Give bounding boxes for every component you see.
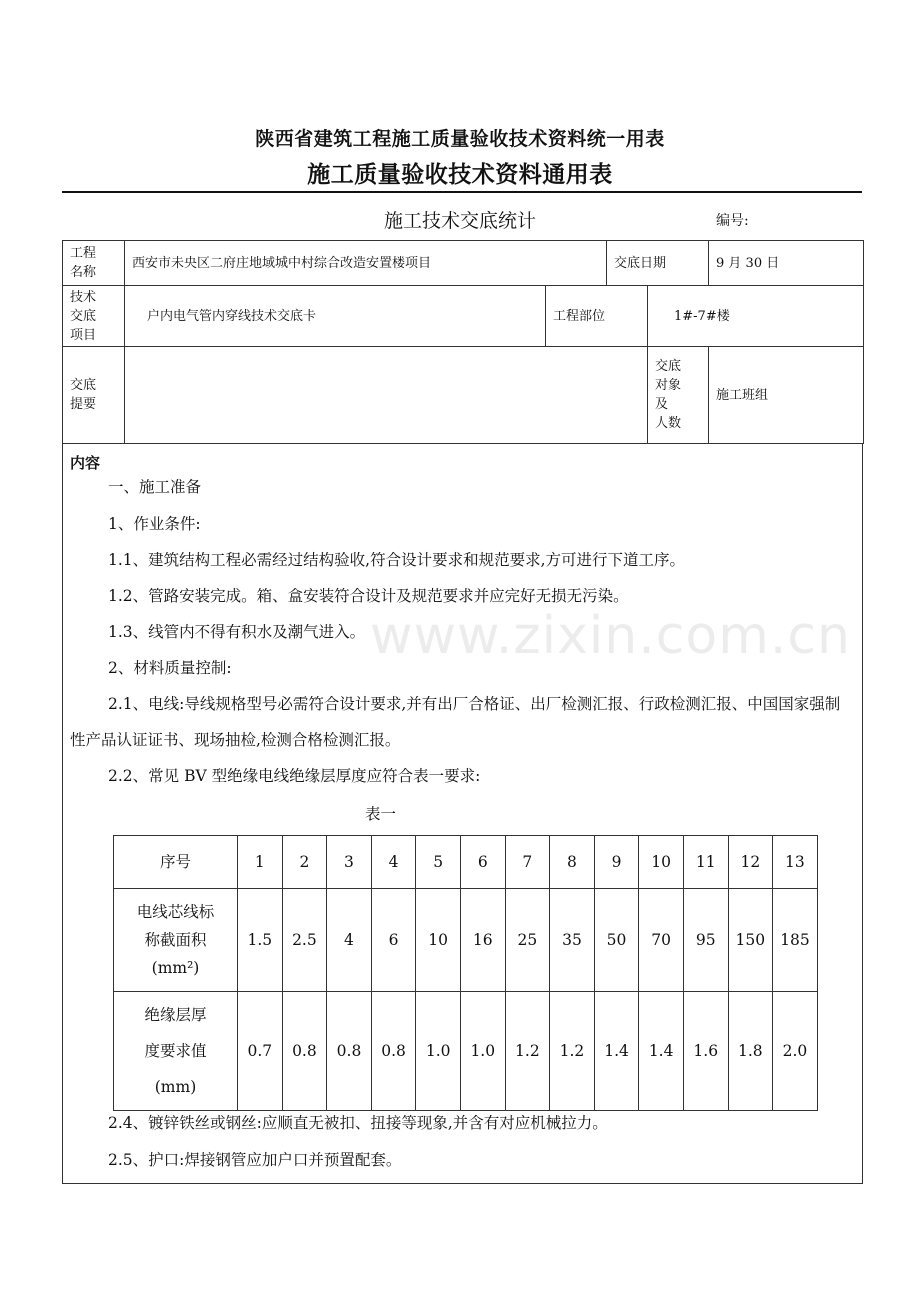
table-caption: 表一 [365, 805, 397, 823]
content-para-2: 1、作业条件: [108, 515, 201, 533]
thickness-cell: 1.8 [728, 992, 773, 1111]
watermark: www.zixin.com.cn [370, 606, 851, 666]
table-row-area [114, 889, 818, 992]
content-title: 内容 [70, 454, 101, 472]
seq-cell: 8 [550, 836, 595, 889]
area-cell: 150 [728, 889, 773, 992]
thickness-cell: 0.8 [282, 992, 327, 1111]
area-cell: 6 [371, 889, 416, 992]
seq-cell: 2 [282, 836, 327, 889]
table-row-thickness [114, 992, 818, 1111]
seq-cell: 6 [460, 836, 505, 889]
project-name-value: 西安市未央区二府庄地域城中村综合改造安置楼项目 [125, 241, 607, 286]
form-title: 施工技术交底统计 [383, 210, 536, 232]
thickness-cell: 1.6 [683, 992, 728, 1111]
content-para-8: 2.2、常见 BV 型绝缘电线绝缘层厚度应符合表一要求: [108, 767, 481, 785]
item-label: 技术 交底 项目 [63, 286, 125, 347]
title-rule [62, 191, 862, 193]
thickness-cell: 1.4 [594, 992, 639, 1111]
seq-cell: 7 [505, 836, 550, 889]
area-cell: 95 [683, 889, 728, 992]
area-cell: 70 [639, 889, 684, 992]
target-value: 施工班组 [709, 347, 864, 444]
table-row-seq [114, 836, 818, 889]
area-cell: 2.5 [282, 889, 327, 992]
area-cell: 35 [550, 889, 595, 992]
summary-value [125, 347, 648, 444]
item-value: 户内电气管内穿线技术交底卡 [125, 286, 546, 347]
seq-cell: 12 [728, 836, 773, 889]
content-para-9: 2.4、镀锌铁丝或钢丝:应顺直无被扣、扭接等现象,并含有对应机械拉力。 [108, 1114, 608, 1132]
summary-label: 交底 提要 [63, 347, 125, 444]
seq-cell: 4 [371, 836, 416, 889]
thickness-cell: 1.2 [505, 992, 550, 1111]
content-para-4: 1.2、管路安装完成。箱、盒安装符合设计及规范要求并应完好无损无污染。 [108, 587, 629, 605]
content-para-3: 1.1、建筑结构工程必需经过结构验收,符合设计要求和规范要求,方可进行下道工序。 [108, 551, 686, 569]
row-label-seq: 序号 [114, 836, 238, 889]
thickness-cell: 0.8 [327, 992, 372, 1111]
content-para-6: 2、材料质量控制: [108, 659, 232, 677]
content-para-10: 2.5、护口:焊接钢管应加户口并预置配套。 [108, 1151, 402, 1169]
project-name-label: 工程 名称 [63, 241, 125, 286]
area-cell: 25 [505, 889, 550, 992]
row-label-area: 电线芯线标 称截面积 (mm²) [114, 889, 238, 992]
area-cell: 1.5 [238, 889, 283, 992]
thickness-cell: 0.7 [238, 992, 283, 1111]
date-value: 9 月 30 日 [709, 241, 864, 286]
seq-cell: 13 [773, 836, 818, 889]
doc-title-main: 陕西省建筑工程施工质量验收技术资料统一用表 [255, 128, 665, 150]
thickness-cell: 2.0 [773, 992, 818, 1111]
number-label: 编号: [716, 213, 749, 229]
area-cell: 10 [416, 889, 461, 992]
seq-cell: 1 [238, 836, 283, 889]
area-cell: 185 [773, 889, 818, 992]
content-para-1: 一、施工准备 [108, 478, 202, 496]
area-cell: 4 [327, 889, 372, 992]
thickness-cell: 1.0 [416, 992, 461, 1111]
date-label: 交底日期 [607, 241, 709, 286]
content-para-7: 2.1、电线:导线规格型号必需符合设计要求,并有出厂合格证、出厂检测汇报、行政检测汇报、中国国家强制性产品认证证书、现场抽检,检测合格检测汇报。 [70, 695, 841, 749]
seq-cell: 3 [327, 836, 372, 889]
seq-cell: 5 [416, 836, 461, 889]
wire-insulation-table [113, 835, 818, 1111]
area-cell: 50 [594, 889, 639, 992]
row-label-thickness: 绝缘层厚 度要求值 (mm) [114, 992, 238, 1111]
seq-cell: 10 [639, 836, 684, 889]
area-cell: 16 [460, 889, 505, 992]
doc-title-sub: 施工质量验收技术资料通用表 [307, 162, 613, 188]
thickness-cell: 1.0 [460, 992, 505, 1111]
content-para-5: 1.3、线管内不得有积水及潮气进入。 [108, 623, 366, 641]
thickness-cell: 1.4 [639, 992, 684, 1111]
seq-cell: 11 [683, 836, 728, 889]
thickness-cell: 0.8 [371, 992, 416, 1111]
thickness-cell: 1.2 [550, 992, 595, 1111]
target-label: 交底 对象 及 人数 [648, 347, 709, 444]
header-table [62, 240, 864, 444]
seq-cell: 9 [594, 836, 639, 889]
location-value: 1#-7#楼 [648, 286, 864, 347]
location-label: 工程部位 [546, 286, 648, 347]
